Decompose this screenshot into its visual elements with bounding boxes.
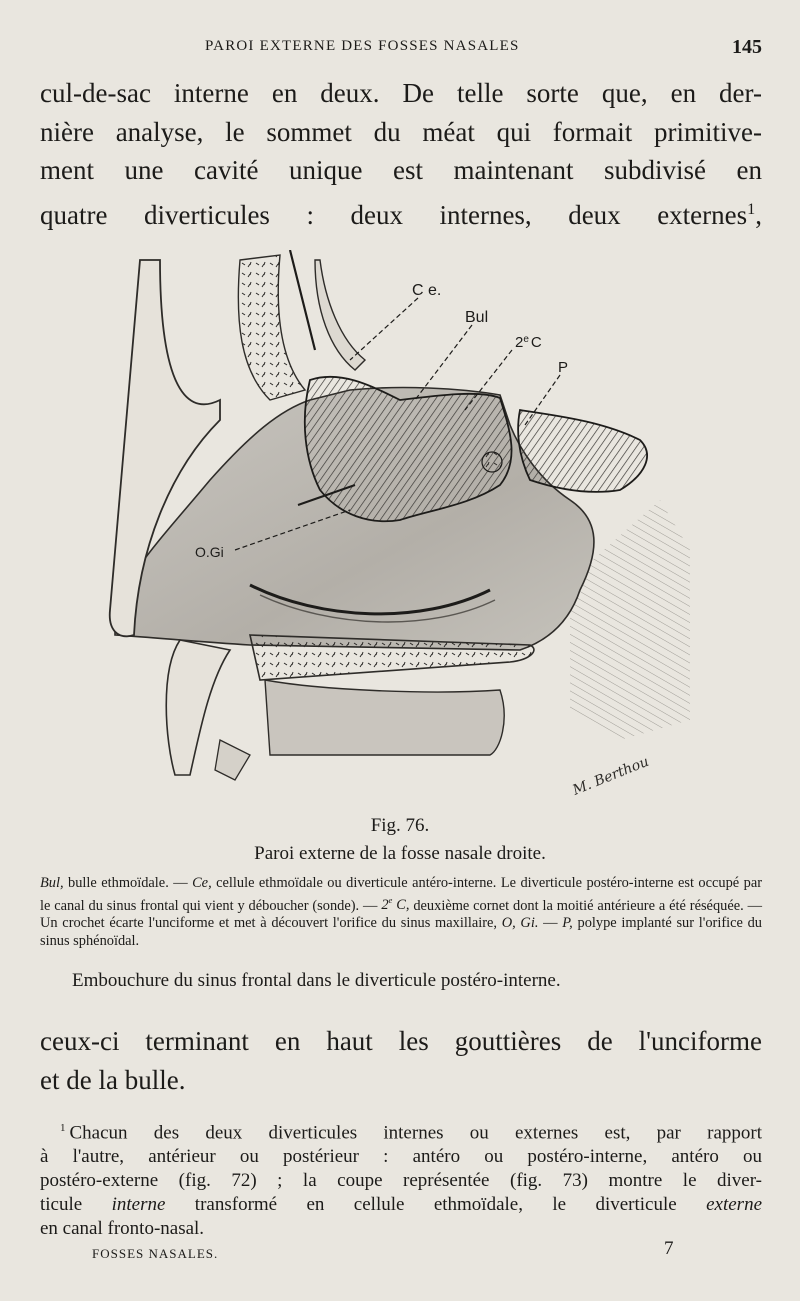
label-c2-letter: C	[530, 334, 542, 351]
footnote-text: transformé en cellule ethmoïdale, le diverticule	[165, 1194, 707, 1216]
text-line	[40, 190, 762, 235]
text-line: cul-de-sac interne en deux. De telle sorte que, en der-	[40, 78, 762, 108]
figure-title: Paroi externe de la fosse nasale droite.	[254, 843, 546, 864]
legend-abbr-letter: C,	[392, 897, 410, 914]
legend-text: cellule ethmoïdale ou diverticule antéro-interne. Le diverticule postéro-interne est occupé par le canal du sinus frontal qui vient y déboucher (sonde). —	[40, 875, 762, 914]
frontal-bone	[238, 255, 305, 400]
running-head	[0, 38, 800, 62]
anatomical-figure	[100, 250, 720, 810]
legend-abbr-digit: 2	[381, 897, 389, 914]
footer-signature-number: 7	[664, 1238, 674, 1259]
text-line: ment une cavité unique est maintenant subdivisé en	[40, 155, 762, 185]
legend-abbr: P,	[562, 914, 573, 931]
footnote-emphasis: externe	[706, 1194, 762, 1216]
footnote-mark: 1	[60, 1122, 66, 1134]
text-line: nière analyse, le sommet du méat qui formait primitive-	[40, 116, 762, 147]
probe	[290, 250, 315, 350]
legend-abbr: O, Gi.	[501, 914, 539, 931]
legend-text: —	[538, 914, 563, 931]
label-p: P	[558, 359, 569, 376]
leader-ce	[350, 298, 418, 360]
footer-signature-title: FOSSES NASALES.	[92, 1246, 219, 1261]
footnote-line: postéro-externe (fig. 72) ; la coupe représentée (fig. 73) montre le diver-	[40, 1170, 762, 1192]
sphenoidal-sinus	[518, 410, 647, 492]
label-bul: Bul	[465, 309, 489, 326]
label-c2-digit: 2	[515, 334, 524, 351]
polyp	[482, 452, 502, 472]
legend-abbr: Ce,	[192, 875, 212, 891]
legend-abbr: Bul,	[40, 875, 64, 891]
footnote-emphasis: interne	[111, 1194, 166, 1216]
legend-abbr-sup: e	[388, 895, 393, 906]
footnote-line: en canal fronto-nasal.	[40, 1218, 205, 1240]
artist-signature: M. Berthou	[570, 753, 652, 799]
paragraph-bottom	[40, 1022, 762, 1099]
label-ogi: O.Gi	[195, 544, 224, 560]
nasal-wall-illustration	[100, 250, 720, 810]
text-line: ceux-ci terminant en haut les gouttières de l'unciforme	[40, 1026, 762, 1056]
legend-text: bulle ethmoïdale. —	[63, 875, 193, 891]
text-line-punct: ,	[755, 199, 762, 230]
running-title: PAROI EXTERNE DES FOSSES NASALES	[205, 38, 520, 54]
label-ce: C e.	[412, 282, 442, 299]
label-c2	[515, 334, 542, 351]
footnote-line	[40, 1116, 762, 1145]
legend-text: deuxième cornet dont la moitié antérieure a été réséquée. — Un crochet écarte l'unciforme et met à découvert l'orifice du sinus maxillaire,	[40, 897, 762, 931]
footnote-line-text: Chacun des deux diverticules internes ou externes est, par rapport	[69, 1122, 762, 1144]
footnote-line	[40, 1193, 762, 1217]
figure-subcaption: Embouchure du sinus frontal dans le diverticule postéro-interne.	[72, 970, 561, 991]
label-c2-sup: e	[523, 334, 529, 345]
legend-abbr	[381, 897, 409, 913]
paragraph-top	[40, 74, 762, 234]
footnote-text: ticule	[40, 1194, 112, 1216]
footnote-line: à l'autre, antérieur ou postérieur : antéro ou postéro-interne, antéro ou	[40, 1146, 762, 1168]
footnote-reference: 1	[747, 199, 756, 218]
figure-legend	[40, 875, 762, 950]
legend-text: polype implanté sur l'orifice du sinus sphénoïdal.	[40, 914, 763, 949]
incisor	[215, 740, 250, 780]
page-number: 145	[732, 36, 762, 58]
footnote	[40, 1116, 762, 1241]
text-line-body: quatre diverticules : deux internes, deux externes	[40, 199, 748, 230]
text-line: et de la bulle.	[40, 1064, 186, 1095]
oral-cavity	[265, 680, 504, 755]
figure-number: Fig. 76.	[370, 815, 430, 836]
